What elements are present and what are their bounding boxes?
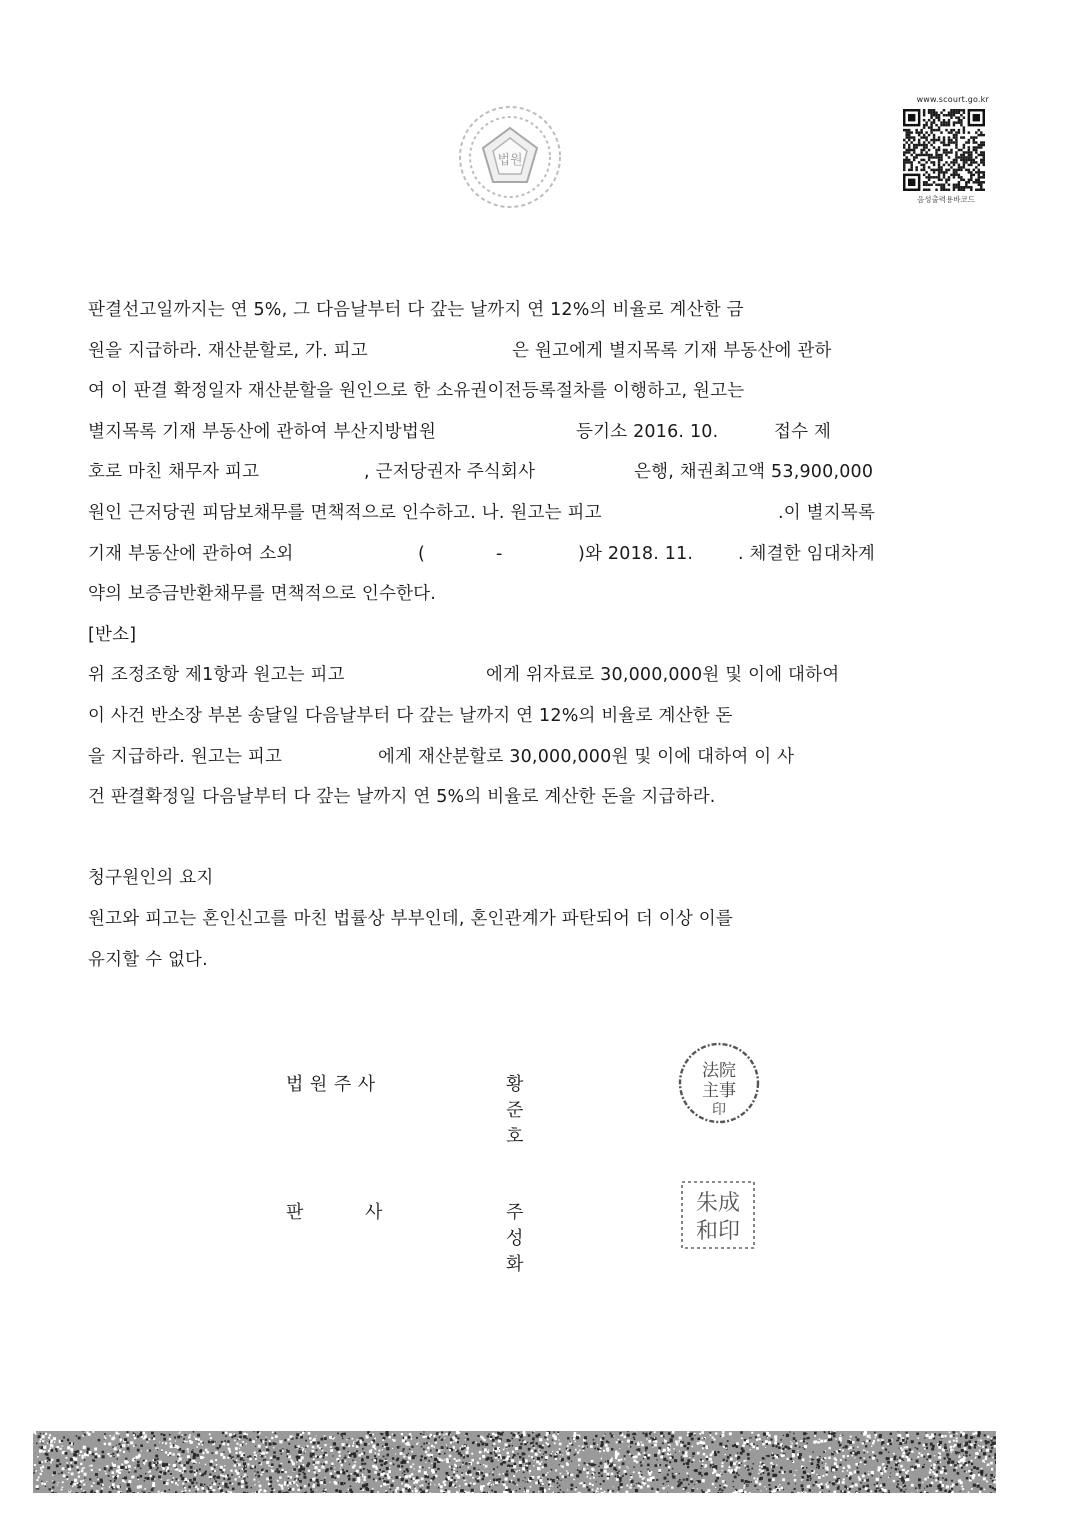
text: . 체결한 임대차계: [738, 543, 876, 564]
signature-name: 주성화: [506, 1202, 524, 1275]
seal-text: 印: [712, 1102, 726, 1118]
text: 청구원인의 요지: [88, 868, 214, 889]
text: )와 2018. 11.: [578, 543, 694, 564]
seal-text: 和印: [695, 1219, 741, 1244]
voice-output-barcode: [903, 95, 989, 205]
text: -: [496, 543, 503, 564]
body-line: [88, 331, 918, 372]
qr-code-icon: [903, 109, 985, 191]
body-line: [88, 290, 918, 331]
barcode-url: www.scourt.go.kr: [916, 95, 989, 104]
text: 이 사건 반소장 부본 송달일 다음날부터 다 갚는 날까지 연 12%의 비율로 계산한 돈: [88, 705, 733, 726]
text: 은 원고에게 별지목록 기재 부동산에 관하: [512, 340, 832, 361]
text: 약의 보증금반환채무를 면책적으로 인수한다.: [88, 584, 437, 605]
body-line: [88, 371, 918, 412]
section-heading-counterclaim: [88, 615, 918, 656]
security-pattern-band: [33, 1431, 996, 1493]
text: 기재 부동산에 관하여 소외: [88, 543, 294, 564]
emblem-label: 법원: [497, 153, 523, 168]
text: 에게 위자료로 30,000,000원 및 이에 대하여: [486, 665, 840, 686]
body-line: [88, 737, 918, 778]
body-line: [88, 899, 918, 940]
cause-heading: [88, 858, 918, 899]
document-body: [88, 290, 918, 980]
text: 별지목록 기재 부동산에 관하여 부산지방법원: [88, 421, 437, 442]
body-line: [88, 940, 918, 981]
text: 위 조정조항 제1항과 원고는 피고: [88, 665, 345, 686]
signature-role: 판 사: [286, 1202, 383, 1223]
text: 접수 제: [774, 421, 832, 442]
signature-role: 법 원 주 사: [286, 1074, 376, 1095]
body-line: [88, 696, 918, 737]
text: .이 별지목록: [778, 502, 876, 523]
body-line: [88, 655, 918, 696]
body-line: [88, 534, 918, 575]
text: 원인 근저당권 피담보채무를 면책적으로 인수하고. 나. 원고는 피고: [88, 502, 602, 523]
body-line: [88, 574, 918, 615]
text: (: [418, 543, 426, 564]
text: 건 판결확정일 다음날부터 다 갚는 날까지 연 5%의 비율로 계산한 돈을 지급하라.: [88, 787, 716, 808]
text: 원고와 피고는 혼인신고를 마친 법률상 부부인데, 혼인관계가 파탄되어 더 이상 이를: [88, 908, 733, 929]
text: 호로 마친 채무자 피고: [88, 462, 260, 483]
text: 유지할 수 없다.: [88, 949, 208, 970]
court-emblem-icon: [455, 102, 565, 212]
text: 을 지급하라. 원고는 피고: [88, 746, 283, 767]
seal-text: 法院: [702, 1061, 736, 1081]
text: 여 이 판결 확정일자 재산분할을 원인으로 한 소유권이전등록절차를 이행하고, 원고는: [88, 381, 745, 402]
official-seal-icon: [676, 1040, 762, 1126]
seal-text: 主事: [702, 1081, 736, 1101]
seal-text: 朱成: [695, 1191, 741, 1216]
text: , 근저당권자 주식회사: [364, 462, 536, 483]
text: 등기소 2016. 10.: [576, 421, 719, 442]
text: 에게 재산분할로 30,000,000원 및 이에 대하여 이 사: [378, 746, 795, 767]
signature-name: 황준호: [506, 1074, 524, 1147]
body-line: [88, 777, 918, 818]
body-line: [88, 412, 918, 453]
text: 은행, 채권최고액 53,900,000: [634, 462, 874, 483]
body-line: [88, 493, 918, 534]
judge-seal-icon: [676, 1176, 760, 1254]
text: 원을 지급하라. 재산분할로, 가. 피고: [88, 340, 368, 361]
text: 판결선고일까지는 연 5%, 그 다음날부터 다 갚는 날까지 연 12%의 비율로 계산한 금: [88, 300, 744, 320]
barcode-caption: 음성출력용바코드: [917, 195, 975, 204]
text: [반소]: [88, 624, 137, 645]
body-line: [88, 452, 918, 493]
